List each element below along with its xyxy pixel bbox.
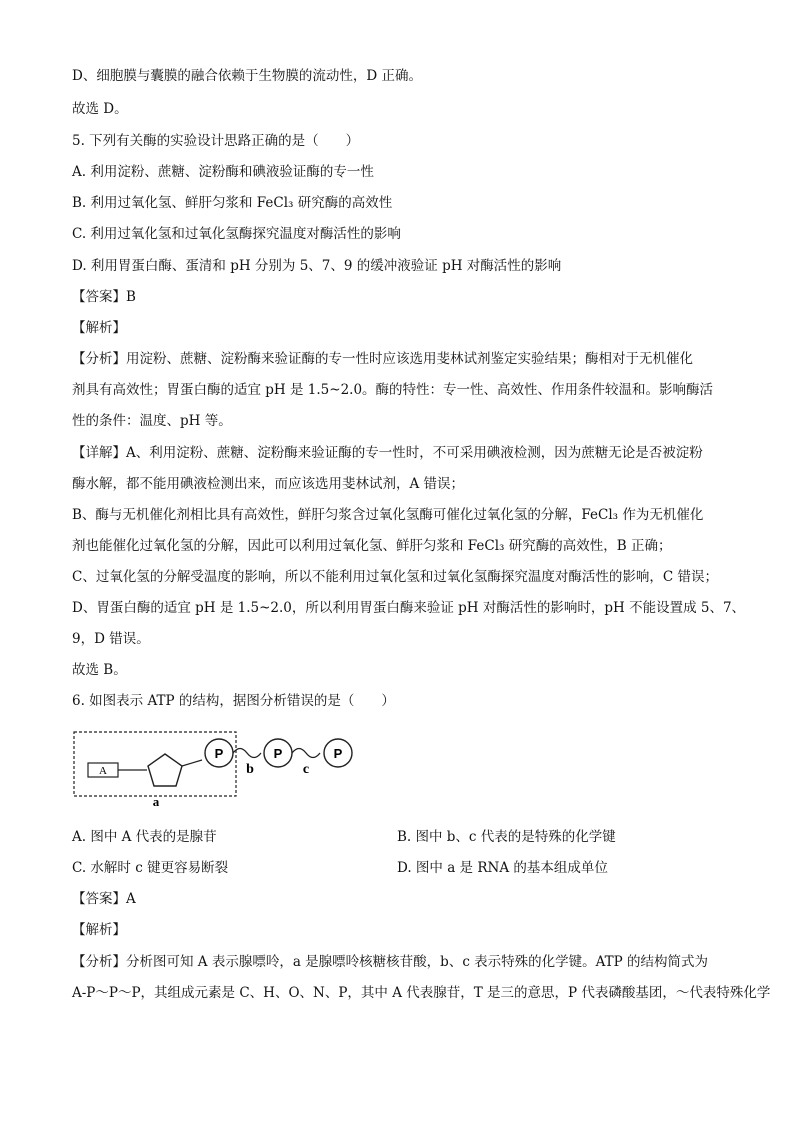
text-line: D、细胞膜与囊膜的融合依赖于生物膜的流动性，D 正确。 <box>72 68 422 84</box>
text-line: 剂具有高效性；胃蛋白酶的适宜 pH 是 1.5~2.0。酶的特性：专一性、高效性、作用条件较温和。影响酶活 <box>72 382 714 398</box>
option-6d: D. 图中 a 是 RNA 的基本组成单位 <box>397 860 608 876</box>
text-line: 故选 D。 <box>72 101 128 117</box>
analysis-label: 【解析】 <box>72 320 126 336</box>
label-a: a <box>152 794 160 808</box>
answer-label: 【答案】B <box>72 289 136 305</box>
option-6a: A. 图中 A 代表的是腺苷 <box>72 829 217 845</box>
text-line: C、过氧化氢的分解受温度的影响，所以不能利用过氧化氢和过氧化氢酶探究温度对酶活性的影响，C 错误； <box>72 569 718 585</box>
option-5c: C. 利用过氧化氢和过氧化氢酶探究温度对酶活性的影响 <box>72 226 401 242</box>
label-A: A <box>99 765 107 777</box>
text-line: 酶水解，都不能用碘液检测出来，而应该选用斐林试剂，A 错误； <box>72 476 465 492</box>
bond-line <box>182 760 202 766</box>
text-line: D、胃蛋白酶的适宜 pH 是 1.5~2.0，所以利用胃蛋白酶来验证 pH 对酶活性的影响时，pH 不能设置成 5、7、 <box>72 600 746 616</box>
question-5-stem: 5. 下列有关酶的实验设计思路正确的是（ ） <box>72 133 360 149</box>
label-P3: P <box>333 746 343 761</box>
option-6b: B. 图中 b、c 代表的是特殊的化学键 <box>397 829 616 845</box>
text-line: 【详解】A、利用淀粉、蔗糖、淀粉酶来验证酶的专一性时，不可采用碘液检测，因为蔗糖无论是否被淀粉 <box>72 445 703 461</box>
text-line: 性的条件：温度、pH 等。 <box>72 413 232 429</box>
label-P2: P <box>273 746 283 761</box>
option-5b: B. 利用过氧化氢、鲜肝匀浆和 FeCl₃ 研究酶的高效性 <box>72 195 393 211</box>
analysis-label: 【解析】 <box>72 922 126 938</box>
text-line: 【分析】用淀粉、蔗糖、淀粉酶来验证酶的专一性时应该选用斐林试剂鉴定实验结果；酶相对于无机催化 <box>72 351 693 367</box>
text-line: 故选 B。 <box>72 662 127 678</box>
label-P1: P <box>214 746 224 761</box>
high-energy-bond-c <box>292 749 320 758</box>
text-line: 9，D 错误。 <box>72 631 150 647</box>
text-line: 【分析】分析图可知 A 表示腺嘌呤，a 是腺嘌呤核糖核苷酸，b、c 表示特殊的化学键。ATP 的结构简式为 <box>72 954 709 970</box>
question-6-stem: 6. 如图表示 ATP 的结构，据图分析错误的是（ ） <box>72 693 395 709</box>
option-6c: C. 水解时 c 键更容易断裂 <box>72 860 229 876</box>
ribose-pentagon <box>148 754 182 786</box>
high-energy-bond-b <box>233 749 261 758</box>
option-5d: D. 利用胃蛋白酶、蛋清和 pH 分别为 5、7、9 的缓冲液验证 pH 对酶活性的影响 <box>72 258 562 274</box>
text-line: B、酶与无机催化剂相比具有高效性，鲜肝匀浆含过氧化氢酶可催化过氧化氢的分解，FeCl₃ 作为无机催化 <box>72 507 704 523</box>
option-5a: A. 利用淀粉、蔗糖、淀粉酶和碘液验证酶的专一性 <box>72 164 374 180</box>
label-b: b <box>246 762 254 777</box>
answer-label: 【答案】A <box>72 891 136 907</box>
text-line: 剂也能催化过氧化氢的分解，因此可以利用过氧化氢、鲜肝匀浆和 FeCl₃ 研究酶的高效性，B 正确； <box>72 538 672 554</box>
atp-structure-diagram <box>72 726 372 808</box>
text-line: A-P～P～P，其组成元素是 C、H、O、N、P，其中 A 代表腺苷，T 是三的意思，P 代表磷酸基团，～代表特殊化学 <box>72 985 771 1001</box>
label-c: c <box>302 762 310 777</box>
